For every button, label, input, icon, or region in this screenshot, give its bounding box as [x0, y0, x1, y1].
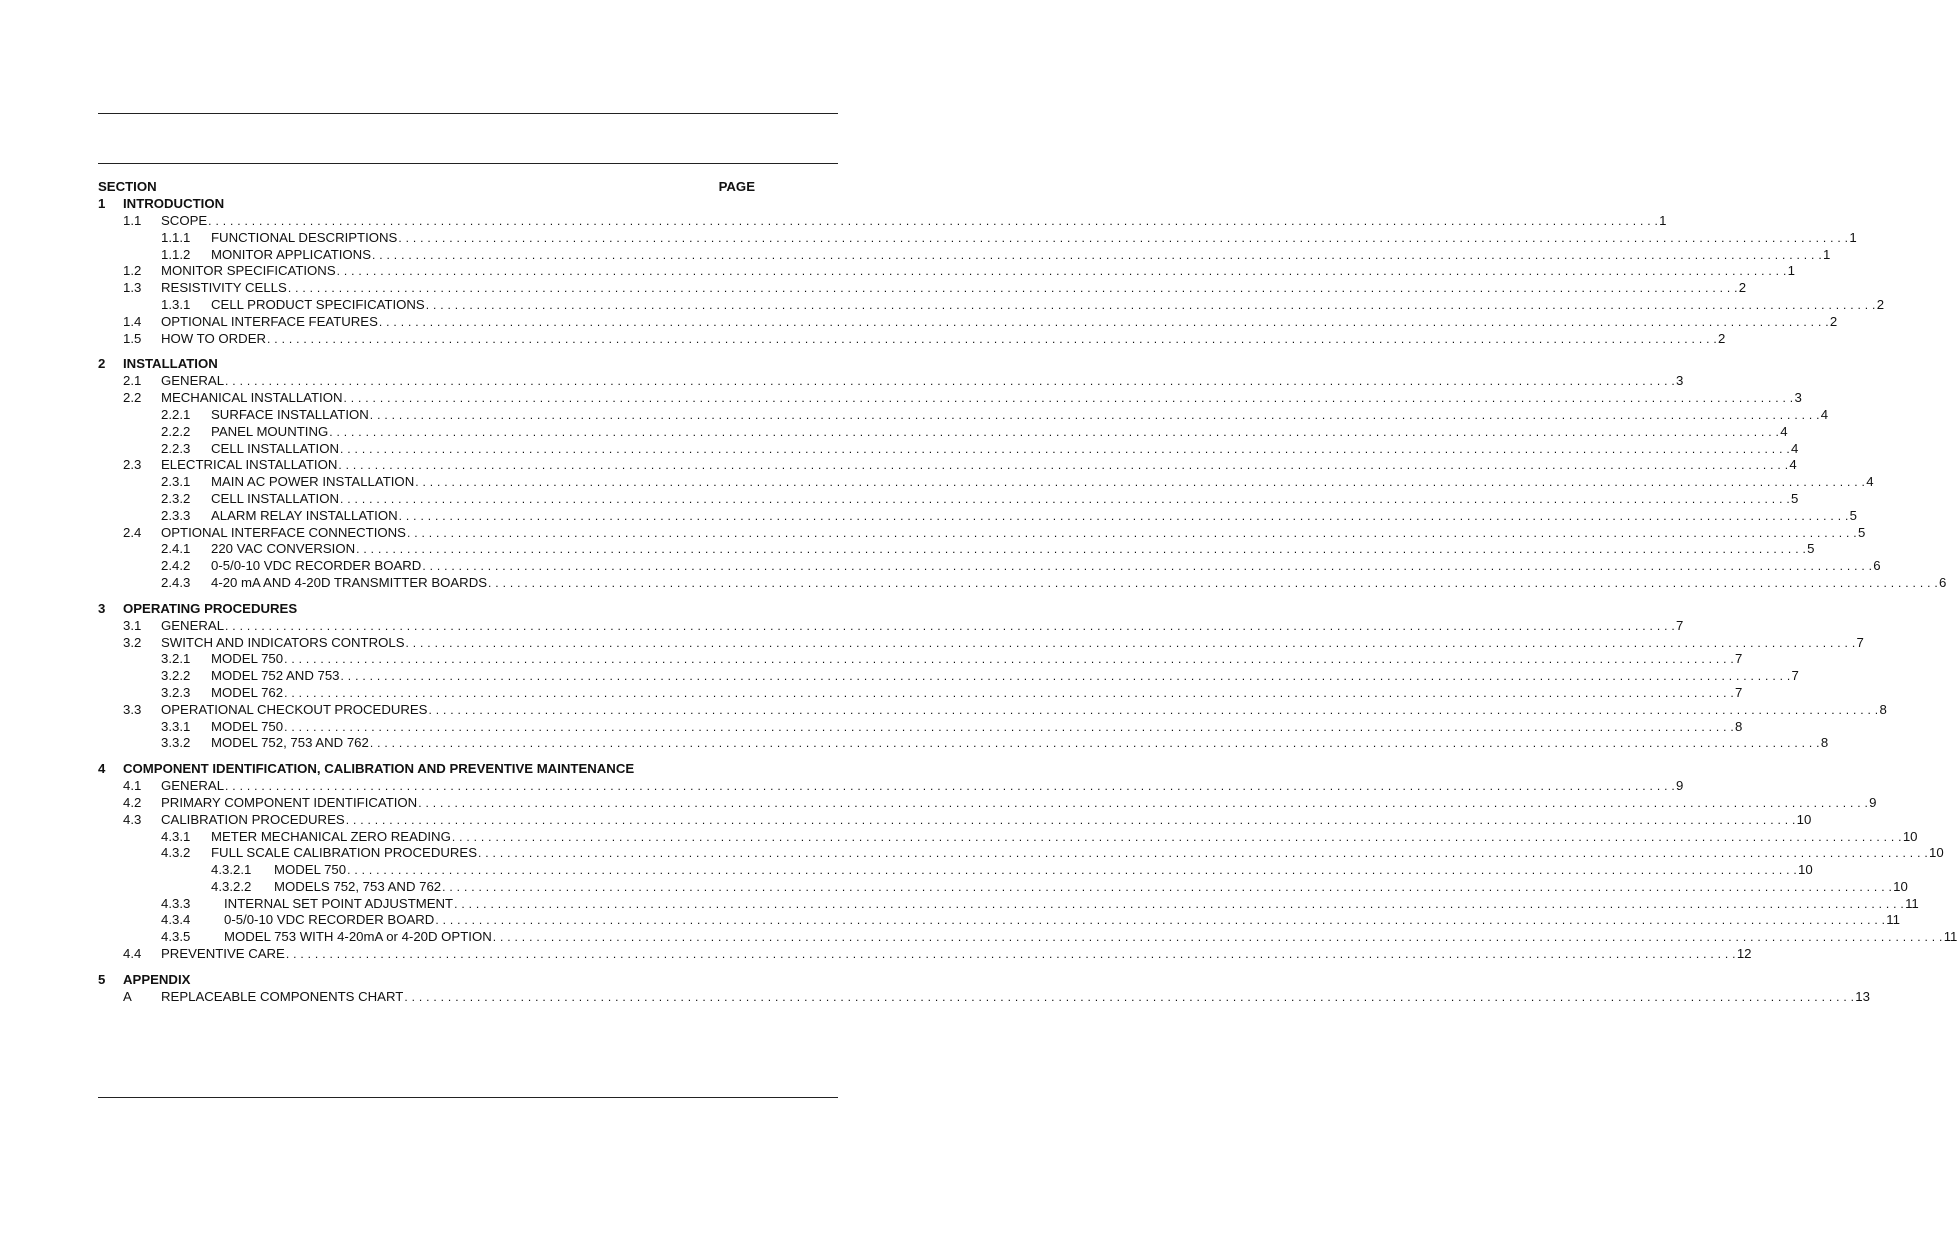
- entry-number: 1.1.1: [161, 229, 191, 245]
- toc-entry[interactable]: [98, 457, 1797, 474]
- toc-entry[interactable]: [98, 735, 1829, 752]
- dot-leader: . . . . . . . . . . . . . . . . . . . . . . . . . . . . . . . . . . . . . . . . . . . . . . . . . . . . . . . . . . . . . . . . . . . . . . . . . . . . . . . . . . . . . . . . . . . . . . . . . . . . . . . . . . . . . . . . . . . . . . . . . . . . . . . . . . . . . . . . . . . . . . . . . . . . . . . . . . . . . . . . . . . . . . . . . . . . . . . . . . . . . . . . . . . . . . . . . . . . . . . .: [267, 331, 1717, 346]
- toc-entry[interactable]: [98, 296, 1885, 314]
- entry-page: 6: [1939, 574, 1947, 590]
- section-title: INTRODUCTION: [123, 196, 225, 211]
- dot-leader: . . . . . . . . . . . . . . . . . . . . . . . . . . . . . . . . . . . . . . . . . . . . . . . . . . . . . . . . . . . . . . . . . . . . . . . . . . . . . . . . . . . . . . . . . . . . . . . . . . . . . . . . . . . . . . . . . . . . . . . . . . . . . . . . . . . . . . . . . . . . . . . . . . . . . . . . . . . . . . . . . . . . . . . . . . . . . . . . . . . . . . . . . . . . . . . . . . . . . . . .: [225, 779, 1675, 794]
- entry-title: METER MECHANICAL ZERO READING: [211, 828, 451, 844]
- entry-title: MODEL 752, 753 AND 762: [211, 735, 369, 751]
- entry-page: 10: [1928, 845, 1944, 861]
- entry-title: MAIN AC POWER INSTALLATION: [211, 474, 415, 490]
- entry-number: 4.3.1: [161, 828, 191, 844]
- entry-number: 2.4: [123, 524, 142, 540]
- entry-number: 2.3: [123, 457, 142, 473]
- entry-page: 4: [1790, 440, 1799, 456]
- section-spacer: [98, 592, 755, 601]
- entry-page: 3: [1676, 373, 1684, 389]
- header-rule: [98, 163, 838, 164]
- entry-page: 8: [1879, 701, 1887, 717]
- page-column-label: PAGE: [718, 179, 755, 194]
- dot-leader: . . . . . . . . . . . . . . . . . . . . . . . . . . . . . . . . . . . . . . . . . . . . . . . . . . . . . . . . . . . . . . . . . . . . . . . . . . . . . . . . . . . . . . . . . . . . . . . . . . . . . . . . . . . . . . . . . . . . . . . . . . . . . . . . . . . . . . . . . . . . . . . . . . . . . . . . . . . . . . . . . . . . . . . . . . . . . . . . . . . . . . . . . . . . . . . . . . . . . . . .: [329, 424, 1780, 439]
- entry-page: 10: [1902, 828, 1918, 844]
- dot-leader: . . . . . . . . . . . . . . . . . . . . . . . . . . . . . . . . . . . . . . . . . . . . . . . . . . . . . . . . . . . . . . . . . . . . . . . . . . . . . . . . . . . . . . . . . . . . . . . . . . . . . . . . . . . . . . . . . . . . . . . . . . . . . . . . . . . . . . . . . . . . . . . . . . . . . . . . . . . . . . . . . . . . . . . . . . . . . . . . . . . . . . . . . . . . . . . . . . . . . . . .: [422, 559, 1873, 574]
- entry-title: 220 VAC CONVERSION: [211, 541, 356, 557]
- entry-title: REPLACEABLE COMPONENTS CHART: [161, 988, 404, 1004]
- entry-page: 1: [1849, 229, 1857, 245]
- entry-title: GENERAL: [161, 617, 225, 633]
- entry-page: 7: [1735, 684, 1743, 700]
- entry-number: 2.2: [123, 390, 142, 406]
- table-of-contents: [98, 179, 1957, 1006]
- entry-page: 2: [1876, 296, 1885, 312]
- dot-leader: . . . . . . . . . . . . . . . . . . . . . . . . . . . . . . . . . . . . . . . . . . . . . . . . . . . . . . . . . . . . . . . . . . . . . . . . . . . . . . . . . . . . . . . . . . . . . . . . . . . . . . . . . . . . . . . . . . . . . . . . . . . . . . . . . . . . . . . . . . . . . . . . . . . . . . . . . . . . . . . . . . . . . . . . . . . . . . . . . . . . . . . . . . . . . . . . . . . . . . . .: [428, 702, 1879, 717]
- dot-leader: . . . . . . . . . . . . . . . . . . . . . . . . . . . . . . . . . . . . . . . . . . . . . . . . . . . . . . . . . . . . . . . . . . . . . . . . . . . . . . . . . . . . . . . . . . . . . . . . . . . . . . . . . . . . . . . . . . . . . . . . . . . . . . . . . . . . . . . . . . . . . . . . . . . . . . . . . . . . . . . . . . . . . . . . . . . . . . . . . . . . . . . . . . . . . . . . . . . . . . . .: [347, 863, 1798, 878]
- entry-number: 2.1: [123, 373, 142, 389]
- dot-leader: . . . . . . . . . . . . . . . . . . . . . . . . . . . . . . . . . . . . . . . . . . . . . . . . . . . . . . . . . . . . . . . . . . . . . . . . . . . . . . . . . . . . . . . . . . . . . . . . . . . . . . . . . . . . . . . . . . . . . . . . . . . . . . . . . . . . . . . . . . . . . . . . . . . . . . . . . . . . . . . . . . . . . . . . . . . . . . . . . . . . . . . . . . . . . . . . . . . . . . . .: [404, 989, 1855, 1004]
- toc-entry[interactable]: [98, 878, 1908, 896]
- entry-page: 8: [1735, 718, 1743, 734]
- entry-title: MODEL 750: [211, 651, 284, 667]
- dot-leader: . . . . . . . . . . . . . . . . . . . . . . . . . . . . . . . . . . . . . . . . . . . . . . . . . . . . . . . . . . . . . . . . . . . . . . . . . . . . . . . . . . . . . . . . . . . . . . . . . . . . . . . . . . . . . . . . . . . . . . . . . . . . . . . . . . . . . . . . . . . . . . . . . . . . . . . . . . . . . . . . . . . . . . . . . . . . . . . . . . . . . . . . . . . . . . . . . . . . . . . .: [340, 491, 1790, 506]
- entry-page: 12: [1736, 946, 1752, 962]
- toc-entry[interactable]: [98, 794, 1877, 812]
- dot-leader: . . . . . . . . . . . . . . . . . . . . . . . . . . . . . . . . . . . . . . . . . . . . . . . . . . . . . . . . . . . . . . . . . . . . . . . . . . . . . . . . . . . . . . . . . . . . . . . . . . . . . . . . . . . . . . . . . . . . . . . . . . . . . . . . . . . . . . . . . . . . . . . . . . . . . . . . . . . . . . . . . . . . . . . . . . . . . . . . . . . . . . . . . . . . . . . . . . . . . . . .: [488, 575, 1938, 590]
- toc-entry[interactable]: [98, 507, 1857, 525]
- entry-title: ELECTRICAL INSTALLATION: [161, 457, 338, 473]
- entry-title: 0-5/0-10 VDC RECORDER BOARD: [211, 558, 422, 574]
- toc-entry[interactable]: [98, 246, 1831, 264]
- entry-page: 11: [1943, 929, 1957, 945]
- toc-entry[interactable]: [98, 684, 1743, 702]
- entry-number: 1.1.2: [161, 246, 191, 262]
- entry-number: 1.2: [123, 263, 142, 279]
- entry-page: 7: [1676, 617, 1684, 633]
- dot-leader: . . . . . . . . . . . . . . . . . . . . . . . . . . . . . . . . . . . . . . . . . . . . . . . . . . . . . . . . . . . . . . . . . . . . . . . . . . . . . . . . . . . . . . . . . . . . . . . . . . . . . . . . . . . . . . . . . . . . . . . . . . . . . . . . . . . . . . . . . . . . . . . . . . . . . . . . . . . . . . . . . . . . . . . . . . . . . . . . . . . . . . . . . . . . . . . . . . . . . . . .: [372, 247, 1822, 262]
- entry-page: 1: [1822, 246, 1831, 262]
- toc-entry[interactable]: [98, 778, 1684, 795]
- dot-leader: . . . . . . . . . . . . . . . . . . . . . . . . . . . . . . . . . . . . . . . . . . . . . . . . . . . . . . . . . . . . . . . . . . . . . . . . . . . . . . . . . . . . . . . . . . . . . . . . . . . . . . . . . . . . . . . . . . . . . . . . . . . . . . . . . . . . . . . . . . . . . . . . . . . . . . . . . . . . . . . . . . . . . . . . . . . . . . . . . . . . . . . . . . . . . . . . . . . . . . . .: [225, 618, 1675, 633]
- entry-title: GENERAL: [161, 778, 225, 794]
- entry-number: 4.1: [123, 778, 142, 794]
- entry-title: CELL PRODUCT SPECIFICATIONS: [211, 296, 425, 312]
- dot-leader: . . . . . . . . . . . . . . . . . . . . . . . . . . . . . . . . . . . . . . . . . . . . . . . . . . . . . . . . . . . . . . . . . . . . . . . . . . . . . . . . . . . . . . . . . . . . . . . . . . . . . . . . . . . . . . . . . . . . . . . . . . . . . . . . . . . . . . . . . . . . . . . . . . . . . . . . . . . . . . . . . . . . . . . . . . . . . . . . . . . . . . . . . . . . . . . . . . . . . . . .: [398, 230, 1849, 245]
- toc-entry[interactable]: [98, 651, 1743, 668]
- entry-title: CELL INSTALLATION: [211, 490, 340, 506]
- section-spacer: [98, 963, 755, 972]
- toc-entry[interactable]: [98, 988, 1870, 1006]
- dot-leader: . . . . . . . . . . . . . . . . . . . . . . . . . . . . . . . . . . . . . . . . . . . . . . . . . . . . . . . . . . . . . . . . . . . . . . . . . . . . . . . . . . . . . . . . . . . . . . . . . . . . . . . . . . . . . . . . . . . . . . . . . . . . . . . . . . . . . . . . . . . . . . . . . . . . . . . . . . . . . . . . . . . . . . . . . . . . . . . . . . . . . . . . . . . . . . . . . . . . . . . .: [284, 652, 1735, 667]
- entry-title: MECHANICAL INSTALLATION: [161, 390, 343, 406]
- entry-number: 2.3.2: [161, 490, 191, 506]
- toc-entry[interactable]: [98, 263, 1795, 280]
- entry-title: PANEL MOUNTING: [211, 423, 329, 439]
- toc-entry[interactable]: [98, 490, 1799, 508]
- toc-entry[interactable]: [98, 895, 1919, 913]
- toc-entry[interactable]: [98, 213, 1667, 230]
- section-number: 4: [98, 761, 106, 777]
- section-heading[interactable]: [98, 761, 755, 778]
- entry-title: PREVENTIVE CARE: [161, 946, 285, 962]
- dot-leader: . . . . . . . . . . . . . . . . . . . . . . . . . . . . . . . . . . . . . . . . . . . . . . . . . . . . . . . . . . . . . . . . . . . . . . . . . . . . . . . . . . . . . . . . . . . . . . . . . . . . . . . . . . . . . . . . . . . . . . . . . . . . . . . . . . . . . . . . . . . . . . . . . . . . . . . . . . . . . . . . . . . . . . . . . . . . . . . . . . . . . . . . . . . . . . . . . . . . . . . .: [398, 508, 1849, 523]
- entry-title: INTERNAL SET POINT ADJUSTMENT: [224, 895, 454, 911]
- section-heading[interactable]: [98, 196, 755, 213]
- entry-number: 4.2: [123, 794, 142, 810]
- toc-entry[interactable]: [98, 440, 1799, 458]
- entry-page: 3: [1794, 390, 1802, 406]
- entry-number: A: [123, 988, 132, 1004]
- dot-leader: . . . . . . . . . . . . . . . . . . . . . . . . . . . . . . . . . . . . . . . . . . . . . . . . . . . . . . . . . . . . . . . . . . . . . . . . . . . . . . . . . . . . . . . . . . . . . . . . . . . . . . . . . . . . . . . . . . . . . . . . . . . . . . . . . . . . . . . . . . . . . . . . . . . . . . . . . . . . . . . . . . . . . . . . . . . . . . . . . . . . . . . . . . . . . . . . . . . . . . . .: [336, 264, 1787, 279]
- dot-leader: . . . . . . . . . . . . . . . . . . . . . . . . . . . . . . . . . . . . . . . . . . . . . . . . . . . . . . . . . . . . . . . . . . . . . . . . . . . . . . . . . . . . . . . . . . . . . . . . . . . . . . . . . . . . . . . . . . . . . . . . . . . . . . . . . . . . . . . . . . . . . . . . . . . . . . . . . . . . . . . . . . . . . . . . . . . . . . . . . . . . . . . . . . . . . . . . . . . . . . . .: [405, 635, 1856, 650]
- dot-leader: . . . . . . . . . . . . . . . . . . . . . . . . . . . . . . . . . . . . . . . . . . . . . . . . . . . . . . . . . . . . . . . . . . . . . . . . . . . . . . . . . . . . . . . . . . . . . . . . . . . . . . . . . . . . . . . . . . . . . . . . . . . . . . . . . . . . . . . . . . . . . . . . . . . . . . . . . . . . . . . . . . . . . . . . . . . . . . . . . . . . . . . . . . . . . . . . . . . . . . . .: [340, 441, 1790, 456]
- dot-leader: . . . . . . . . . . . . . . . . . . . . . . . . . . . . . . . . . . . . . . . . . . . . . . . . . . . . . . . . . . . . . . . . . . . . . . . . . . . . . . . . . . . . . . . . . . . . . . . . . . . . . . . . . . . . . . . . . . . . . . . . . . . . . . . . . . . . . . . . . . . . . . . . . . . . . . . . . . . . . . . . . . . . . . . . . . . . . . . . . . . . . . . . . . . . . . . . . . . . . . . .: [284, 719, 1735, 734]
- dot-leader: . . . . . . . . . . . . . . . . . . . . . . . . . . . . . . . . . . . . . . . . . . . . . . . . . . . . . . . . . . . . . . . . . . . . . . . . . . . . . . . . . . . . . . . . . . . . . . . . . . . . . . . . . . . . . . . . . . . . . . . . . . . . . . . . . . . . . . . . . . . . . . . . . . . . . . . . . . . . . . . . . . . . . . . . . . . . . . . . . . . . . . . . . . . . . . . . . . . . . . . .: [285, 947, 1736, 962]
- dot-leader: . . . . . . . . . . . . . . . . . . . . . . . . . . . . . . . . . . . . . . . . . . . . . . . . . . . . . . . . . . . . . . . . . . . . . . . . . . . . . . . . . . . . . . . . . . . . . . . . . . . . . . . . . . . . . . . . . . . . . . . . . . . . . . . . . . . . . . . . . . . . . . . . . . . . . . . . . . . . . . . . . . . . . . . . . . . . . . . . . . . . . . . . . . . . . . . . . . . . . . . .: [415, 475, 1866, 490]
- entry-number: 2.2.3: [161, 440, 191, 456]
- toc-entry[interactable]: [98, 828, 1918, 846]
- toc-entry[interactable]: [98, 718, 1743, 736]
- entry-number: 4.3.4: [161, 912, 191, 928]
- entry-number: 4.3.5: [161, 929, 191, 945]
- entry-number: 3.3.2: [161, 735, 191, 751]
- dot-leader: . . . . . . . . . . . . . . . . . . . . . . . . . . . . . . . . . . . . . . . . . . . . . . . . . . . . . . . . . . . . . . . . . . . . . . . . . . . . . . . . . . . . . . . . . . . . . . . . . . . . . . . . . . . . . . . . . . . . . . . . . . . . . . . . . . . . . . . . . . . . . . . . . . . . . . . . . . . . . . . . . . . . . . . . . . . . . . . . . . . . . . . . . . . . . . . . . . . . . . . .: [406, 525, 1857, 540]
- entry-page: 10: [1893, 878, 1908, 894]
- entry-number: 2.4.3: [161, 574, 191, 590]
- dot-leader: . . . . . . . . . . . . . . . . . . . . . . . . . . . . . . . . . . . . . . . . . . . . . . . . . . . . . . . . . . . . . . . . . . . . . . . . . . . . . . . . . . . . . . . . . . . . . . . . . . . . . . . . . . . . . . . . . . . . . . . . . . . . . . . . . . . . . . . . . . . . . . . . . . . . . . . . . . . . . . . . . . . . . . . . . . . . . . . . . . . . . . . . . . . . . . . . . . . . . . . .: [454, 896, 1905, 911]
- dot-leader: . . . . . . . . . . . . . . . . . . . . . . . . . . . . . . . . . . . . . . . . . . . . . . . . . . . . . . . . . . . . . . . . . . . . . . . . . . . . . . . . . . . . . . . . . . . . . . . . . . . . . . . . . . . . . . . . . . . . . . . . . . . . . . . . . . . . . . . . . . . . . . . . . . . . . . . . . . . . . . . . . . . . . . . . . . . . . . . . . . . . . . . . . . . . . . . . . . . . . . . .: [208, 214, 1659, 228]
- entry-title: 0-5/0-10 VDC RECORDER BOARD: [224, 912, 435, 928]
- entry-title: MONITOR APPLICATIONS: [211, 246, 371, 262]
- dot-leader: . . . . . . . . . . . . . . . . . . . . . . . . . . . . . . . . . . . . . . . . . . . . . . . . . . . . . . . . . . . . . . . . . . . . . . . . . . . . . . . . . . . . . . . . . . . . . . . . . . . . . . . . . . . . . . . . . . . . . . . . . . . . . . . . . . . . . . . . . . . . . . . . . . . . . . . . . . . . . . . . . . . . . . . . . . . . . . . . . . . . . . . . . . . . . . . . . . . . . . . .: [378, 314, 1829, 329]
- entry-title: MODEL 750: [211, 718, 284, 734]
- dot-leader: . . . . . . . . . . . . . . . . . . . . . . . . . . . . . . . . . . . . . . . . . . . . . . . . . . . . . . . . . . . . . . . . . . . . . . . . . . . . . . . . . . . . . . . . . . . . . . . . . . . . . . . . . . . . . . . . . . . . . . . . . . . . . . . . . . . . . . . . . . . . . . . . . . . . . . . . . . . . . . . . . . . . . . . . . . . . . . . . . . . . . . . . . . . . . . . . . . . . . . . .: [492, 930, 1943, 945]
- toc-entry[interactable]: [98, 912, 1900, 929]
- section-spacer: [98, 347, 755, 356]
- entry-number: 2.4.1: [161, 541, 191, 557]
- entry-title: ALARM RELAY INSTALLATION: [211, 507, 398, 523]
- section-number: 5: [98, 971, 106, 987]
- section-title: INSTALLATION: [123, 356, 218, 372]
- dot-leader: . . . . . . . . . . . . . . . . . . . . . . . . . . . . . . . . . . . . . . . . . . . . . . . . . . . . . . . . . . . . . . . . . . . . . . . . . . . . . . . . . . . . . . . . . . . . . . . . . . . . . . . . . . . . . . . . . . . . . . . . . . . . . . . . . . . . . . . . . . . . . . . . . . . . . . . . . . . . . . . . . . . . . . . . . . . . . . . . . . . . . . . . . . . . . . . . . . . . . . . .: [418, 795, 1869, 810]
- section-number: 1: [98, 196, 106, 211]
- section-number: 2: [98, 356, 106, 372]
- entry-number: 2.2.2: [161, 423, 191, 439]
- toc-entry[interactable]: [98, 862, 1813, 879]
- dot-leader: . . . . . . . . . . . . . . . . . . . . . . . . . . . . . . . . . . . . . . . . . . . . . . . . . . . . . . . . . . . . . . . . . . . . . . . . . . . . . . . . . . . . . . . . . . . . . . . . . . . . . . . . . . . . . . . . . . . . . . . . . . . . . . . . . . . . . . . . . . . . . . . . . . . . . . . . . . . . . . . . . . . . . . . . . . . . . . . . . . . . . . . . . . . . . . . . . . . . . . . .: [287, 281, 1738, 296]
- toc-entry[interactable]: [98, 373, 1684, 390]
- toc-entry[interactable]: [98, 668, 1799, 685]
- entry-number: 3.1: [123, 617, 142, 633]
- entry-number: 4.3.2.2: [211, 878, 252, 894]
- toc-entry[interactable]: [98, 330, 1726, 348]
- entry-title: FUNCTIONAL DESCRIPTIONS: [211, 229, 398, 245]
- entry-number: 2.4.2: [161, 558, 191, 574]
- dot-leader: . . . . . . . . . . . . . . . . . . . . . . . . . . . . . . . . . . . . . . . . . . . . . . . . . . . . . . . . . . . . . . . . . . . . . . . . . . . . . . . . . . . . . . . . . . . . . . . . . . . . . . . . . . . . . . . . . . . . . . . . . . . . . . . . . . . . . . . . . . . . . . . . . . . . . . . . . . . . . . . . . . . . . . . . . . . . . . . . . . . . . . . . . . . . . . . . . . . . . . . .: [478, 846, 1928, 861]
- entry-number: 4.4: [123, 946, 142, 962]
- entry-title: SURFACE INSTALLATION: [211, 406, 369, 422]
- toc-entry[interactable]: [98, 313, 1838, 331]
- toc-entry[interactable]: [98, 541, 1815, 558]
- section-heading[interactable]: [98, 356, 755, 373]
- section-column-label: SECTION: [98, 179, 157, 194]
- toc-entry[interactable]: [98, 946, 1752, 963]
- entry-page: 9: [1869, 794, 1877, 810]
- toc-entry[interactable]: [98, 558, 1881, 575]
- section-title: OPERATING PROCEDURES: [123, 600, 298, 616]
- entry-number: 3.3: [123, 701, 142, 717]
- dot-leader: . . . . . . . . . . . . . . . . . . . . . . . . . . . . . . . . . . . . . . . . . . . . . . . . . . . . . . . . . . . . . . . . . . . . . . . . . . . . . . . . . . . . . . . . . . . . . . . . . . . . . . . . . . . . . . . . . . . . . . . . . . . . . . . . . . . . . . . . . . . . . . . . . . . . . . . . . . . . . . . . . . . . . . . . . . . . . . . . . . . . . . . . . . . . . . . . . . . . . . . .: [343, 391, 1794, 406]
- entry-title: CALIBRATION PROCEDURES: [161, 811, 345, 827]
- entry-number: 3.2.2: [161, 668, 191, 684]
- dot-leader: . . . . . . . . . . . . . . . . . . . . . . . . . . . . . . . . . . . . . . . . . . . . . . . . . . . . . . . . . . . . . . . . . . . . . . . . . . . . . . . . . . . . . . . . . . . . . . . . . . . . . . . . . . . . . . . . . . . . . . . . . . . . . . . . . . . . . . . . . . . . . . . . . . . . . . . . . . . . . . . . . . . . . . . . . . . . . . . . . . . . . . . . . . . . . . . . . . . . . . . .: [338, 458, 1789, 473]
- entry-title: PRIMARY COMPONENT IDENTIFICATION: [161, 794, 418, 810]
- dot-leader: . . . . . . . . . . . . . . . . . . . . . . . . . . . . . . . . . . . . . . . . . . . . . . . . . . . . . . . . . . . . . . . . . . . . . . . . . . . . . . . . . . . . . . . . . . . . . . . . . . . . . . . . . . . . . . . . . . . . . . . . . . . . . . . . . . . . . . . . . . . . . . . . . . . . . . . . . . . . . . . . . . . . . . . . . . . . . . . . . . . . . . . . . . . . . . . . . . . . . . . .: [369, 407, 1820, 422]
- entry-title: SWITCH AND INDICATORS CONTROLS: [161, 634, 405, 650]
- toc-entry[interactable]: [98, 280, 1747, 297]
- entry-number: 2.3.1: [161, 474, 191, 490]
- dot-leader: . . . . . . . . . . . . . . . . . . . . . . . . . . . . . . . . . . . . . . . . . . . . . . . . . . . . . . . . . . . . . . . . . . . . . . . . . . . . . . . . . . . . . . . . . . . . . . . . . . . . . . . . . . . . . . . . . . . . . . . . . . . . . . . . . . . . . . . . . . . . . . . . . . . . . . . . . . . . . . . . . . . . . . . . . . . . . . . . . . . . . . . . . . . . . . . . . . . . . . . .: [435, 913, 1886, 928]
- entry-title: MODELS 752, 753 AND 762: [274, 878, 442, 894]
- entry-page: 9: [1676, 778, 1684, 794]
- toc-header: [98, 179, 755, 196]
- toc-entry[interactable]: [98, 390, 1802, 407]
- section-spacer: [98, 752, 755, 761]
- entry-page: 4: [1789, 457, 1797, 473]
- entry-page: 7: [1791, 668, 1799, 684]
- toc-body: [98, 196, 1957, 1006]
- section-heading[interactable]: [98, 601, 755, 618]
- entry-number: 3.2: [123, 634, 142, 650]
- footer-rule: [98, 1097, 838, 1098]
- entry-title: OPERATIONAL CHECKOUT PROCEDURES: [161, 701, 428, 717]
- toc-entry[interactable]: [98, 229, 1857, 247]
- entry-number: 4.3.2.1: [211, 862, 252, 878]
- entry-page: 6: [1873, 558, 1881, 574]
- toc-entry[interactable]: [98, 929, 1957, 946]
- entry-page: 13: [1855, 988, 1870, 1004]
- entry-title: HOW TO ORDER: [161, 330, 267, 346]
- toc-entry[interactable]: [98, 474, 1874, 491]
- entry-page: 10: [1798, 862, 1813, 878]
- entry-page: 1: [1659, 213, 1667, 228]
- dot-leader: . . . . . . . . . . . . . . . . . . . . . . . . . . . . . . . . . . . . . . . . . . . . . . . . . . . . . . . . . . . . . . . . . . . . . . . . . . . . . . . . . . . . . . . . . . . . . . . . . . . . . . . . . . . . . . . . . . . . . . . . . . . . . . . . . . . . . . . . . . . . . . . . . . . . . . . . . . . . . . . . . . . . . . . . . . . . . . . . . . . . . . . . . . . . . . . . . . . . . . . .: [340, 669, 1791, 684]
- toc-entry[interactable]: [98, 811, 1812, 829]
- section-title: COMPONENT IDENTIFICATION, CALIBRATION AND PREVENTIVE MAINTENANCE: [123, 761, 635, 777]
- entry-page: 2: [1738, 280, 1747, 296]
- entry-title: OPTIONAL INTERFACE FEATURES: [161, 313, 378, 329]
- entry-title: MODEL 762: [211, 684, 284, 700]
- dot-leader: . . . . . . . . . . . . . . . . . . . . . . . . . . . . . . . . . . . . . . . . . . . . . . . . . . . . . . . . . . . . . . . . . . . . . . . . . . . . . . . . . . . . . . . . . . . . . . . . . . . . . . . . . . . . . . . . . . . . . . . . . . . . . . . . . . . . . . . . . . . . . . . . . . . . . . . . . . . . . . . . . . . . . . . . . . . . . . . . . . . . . . . . . . . . . . . . . . . . . . . .: [225, 374, 1675, 389]
- dot-leader: . . . . . . . . . . . . . . . . . . . . . . . . . . . . . . . . . . . . . . . . . . . . . . . . . . . . . . . . . . . . . . . . . . . . . . . . . . . . . . . . . . . . . . . . . . . . . . . . . . . . . . . . . . . . . . . . . . . . . . . . . . . . . . . . . . . . . . . . . . . . . . . . . . . . . . . . . . . . . . . . . . . . . . . . . . . . . . . . . . . . . . . . . . . . . . . . . . . . . . . .: [442, 879, 1893, 894]
- toc-entry[interactable]: [98, 406, 1829, 424]
- entry-title: MODEL 750: [274, 862, 347, 878]
- entry-number: 4.3.3: [161, 895, 191, 911]
- toc-entry[interactable]: [98, 617, 1684, 635]
- entry-page: 2: [1829, 313, 1838, 329]
- entry-number: 2.3.3: [161, 507, 191, 523]
- entry-page: 7: [1856, 634, 1864, 650]
- entry-page: 11: [1886, 912, 1900, 928]
- entry-number: 1.3: [123, 280, 142, 296]
- entry-page: 5: [1790, 490, 1799, 506]
- entry-title: 4-20 mA AND 4-20D TRANSMITTER BOARDS: [211, 574, 488, 590]
- toc-entry[interactable]: [98, 701, 1887, 719]
- toc-entry[interactable]: [98, 574, 1947, 592]
- toc-entry[interactable]: [98, 423, 1788, 441]
- toc-entry[interactable]: [98, 634, 1864, 652]
- entry-number: 4.3: [123, 811, 142, 827]
- entry-title: CELL INSTALLATION: [211, 440, 340, 456]
- entry-page: 5: [1857, 524, 1866, 540]
- dot-leader: . . . . . . . . . . . . . . . . . . . . . . . . . . . . . . . . . . . . . . . . . . . . . . . . . . . . . . . . . . . . . . . . . . . . . . . . . . . . . . . . . . . . . . . . . . . . . . . . . . . . . . . . . . . . . . . . . . . . . . . . . . . . . . . . . . . . . . . . . . . . . . . . . . . . . . . . . . . . . . . . . . . . . . . . . . . . . . . . . . . . . . . . . . . . . . . . . . . . . . . .: [425, 297, 1876, 312]
- entry-page: 8: [1820, 735, 1829, 751]
- entry-title: RESISTIVITY CELLS: [161, 280, 287, 296]
- toc-entry[interactable]: [98, 524, 1866, 542]
- entry-title: MONITOR SPECIFICATIONS: [161, 263, 336, 279]
- dot-leader: . . . . . . . . . . . . . . . . . . . . . . . . . . . . . . . . . . . . . . . . . . . . . . . . . . . . . . . . . . . . . . . . . . . . . . . . . . . . . . . . . . . . . . . . . . . . . . . . . . . . . . . . . . . . . . . . . . . . . . . . . . . . . . . . . . . . . . . . . . . . . . . . . . . . . . . . . . . . . . . . . . . . . . . . . . . . . . . . . . . . . . . . . . . . . . . . . . . . . . . .: [284, 685, 1735, 700]
- entry-number: 1.4: [123, 313, 142, 329]
- entry-title: OPTIONAL INTERFACE CONNECTIONS: [161, 524, 406, 540]
- entry-number: 3.2.3: [161, 684, 191, 700]
- dot-leader: . . . . . . . . . . . . . . . . . . . . . . . . . . . . . . . . . . . . . . . . . . . . . . . . . . . . . . . . . . . . . . . . . . . . . . . . . . . . . . . . . . . . . . . . . . . . . . . . . . . . . . . . . . . . . . . . . . . . . . . . . . . . . . . . . . . . . . . . . . . . . . . . . . . . . . . . . . . . . . . . . . . . . . . . . . . . . . . . . . . . . . . . . . . . . . . . . . . . . . . .: [345, 812, 1796, 827]
- section-title: APPENDIX: [123, 971, 191, 987]
- entry-number: 3.2.1: [161, 651, 191, 667]
- entry-page: 5: [1849, 507, 1857, 523]
- entry-title: MODEL 753 WITH 4-20mA or 4-20D OPTION: [224, 929, 492, 945]
- entry-number: 4.3.2: [161, 845, 191, 861]
- entry-number: 2.2.1: [161, 406, 191, 422]
- dot-leader: . . . . . . . . . . . . . . . . . . . . . . . . . . . . . . . . . . . . . . . . . . . . . . . . . . . . . . . . . . . . . . . . . . . . . . . . . . . . . . . . . . . . . . . . . . . . . . . . . . . . . . . . . . . . . . . . . . . . . . . . . . . . . . . . . . . . . . . . . . . . . . . . . . . . . . . . . . . . . . . . . . . . . . . . . . . . . . . . . . . . . . . . . . . . . . . . . . . . . . . .: [356, 542, 1807, 557]
- entry-title: SCOPE: [161, 213, 208, 228]
- entry-page: 1: [1787, 263, 1795, 279]
- section-number: 3: [98, 600, 106, 616]
- dot-leader: . . . . . . . . . . . . . . . . . . . . . . . . . . . . . . . . . . . . . . . . . . . . . . . . . . . . . . . . . . . . . . . . . . . . . . . . . . . . . . . . . . . . . . . . . . . . . . . . . . . . . . . . . . . . . . . . . . . . . . . . . . . . . . . . . . . . . . . . . . . . . . . . . . . . . . . . . . . . . . . . . . . . . . . . . . . . . . . . . . . . . . . . . . . . . . . . . . . . . . . .: [369, 736, 1820, 751]
- entry-number: 1.3.1: [161, 296, 191, 312]
- toc-entry[interactable]: [98, 845, 1944, 862]
- top-rule: [98, 113, 838, 114]
- entry-page: 5: [1807, 541, 1815, 557]
- entry-page: 10: [1796, 811, 1812, 827]
- entry-title: FULL SCALE CALIBRATION PROCEDURES: [211, 845, 478, 861]
- dot-leader: . . . . . . . . . . . . . . . . . . . . . . . . . . . . . . . . . . . . . . . . . . . . . . . . . . . . . . . . . . . . . . . . . . . . . . . . . . . . . . . . . . . . . . . . . . . . . . . . . . . . . . . . . . . . . . . . . . . . . . . . . . . . . . . . . . . . . . . . . . . . . . . . . . . . . . . . . . . . . . . . . . . . . . . . . . . . . . . . . . . . . . . . . . . . . . . . . . . . . . . .: [451, 829, 1902, 844]
- entry-title: MODEL 752 AND 753: [211, 668, 340, 684]
- entry-page: 7: [1735, 651, 1743, 667]
- entry-number: 1.1: [123, 213, 142, 228]
- section-heading[interactable]: [98, 972, 755, 989]
- entry-number: 3.3.1: [161, 718, 191, 734]
- entry-page: 4: [1780, 423, 1788, 439]
- entry-page: 4: [1866, 474, 1874, 490]
- entry-page: 4: [1820, 406, 1829, 422]
- entry-page: 11: [1905, 895, 1919, 911]
- entry-title: GENERAL: [161, 373, 225, 389]
- entry-page: 2: [1718, 330, 1726, 346]
- entry-number: 1.5: [123, 330, 142, 346]
